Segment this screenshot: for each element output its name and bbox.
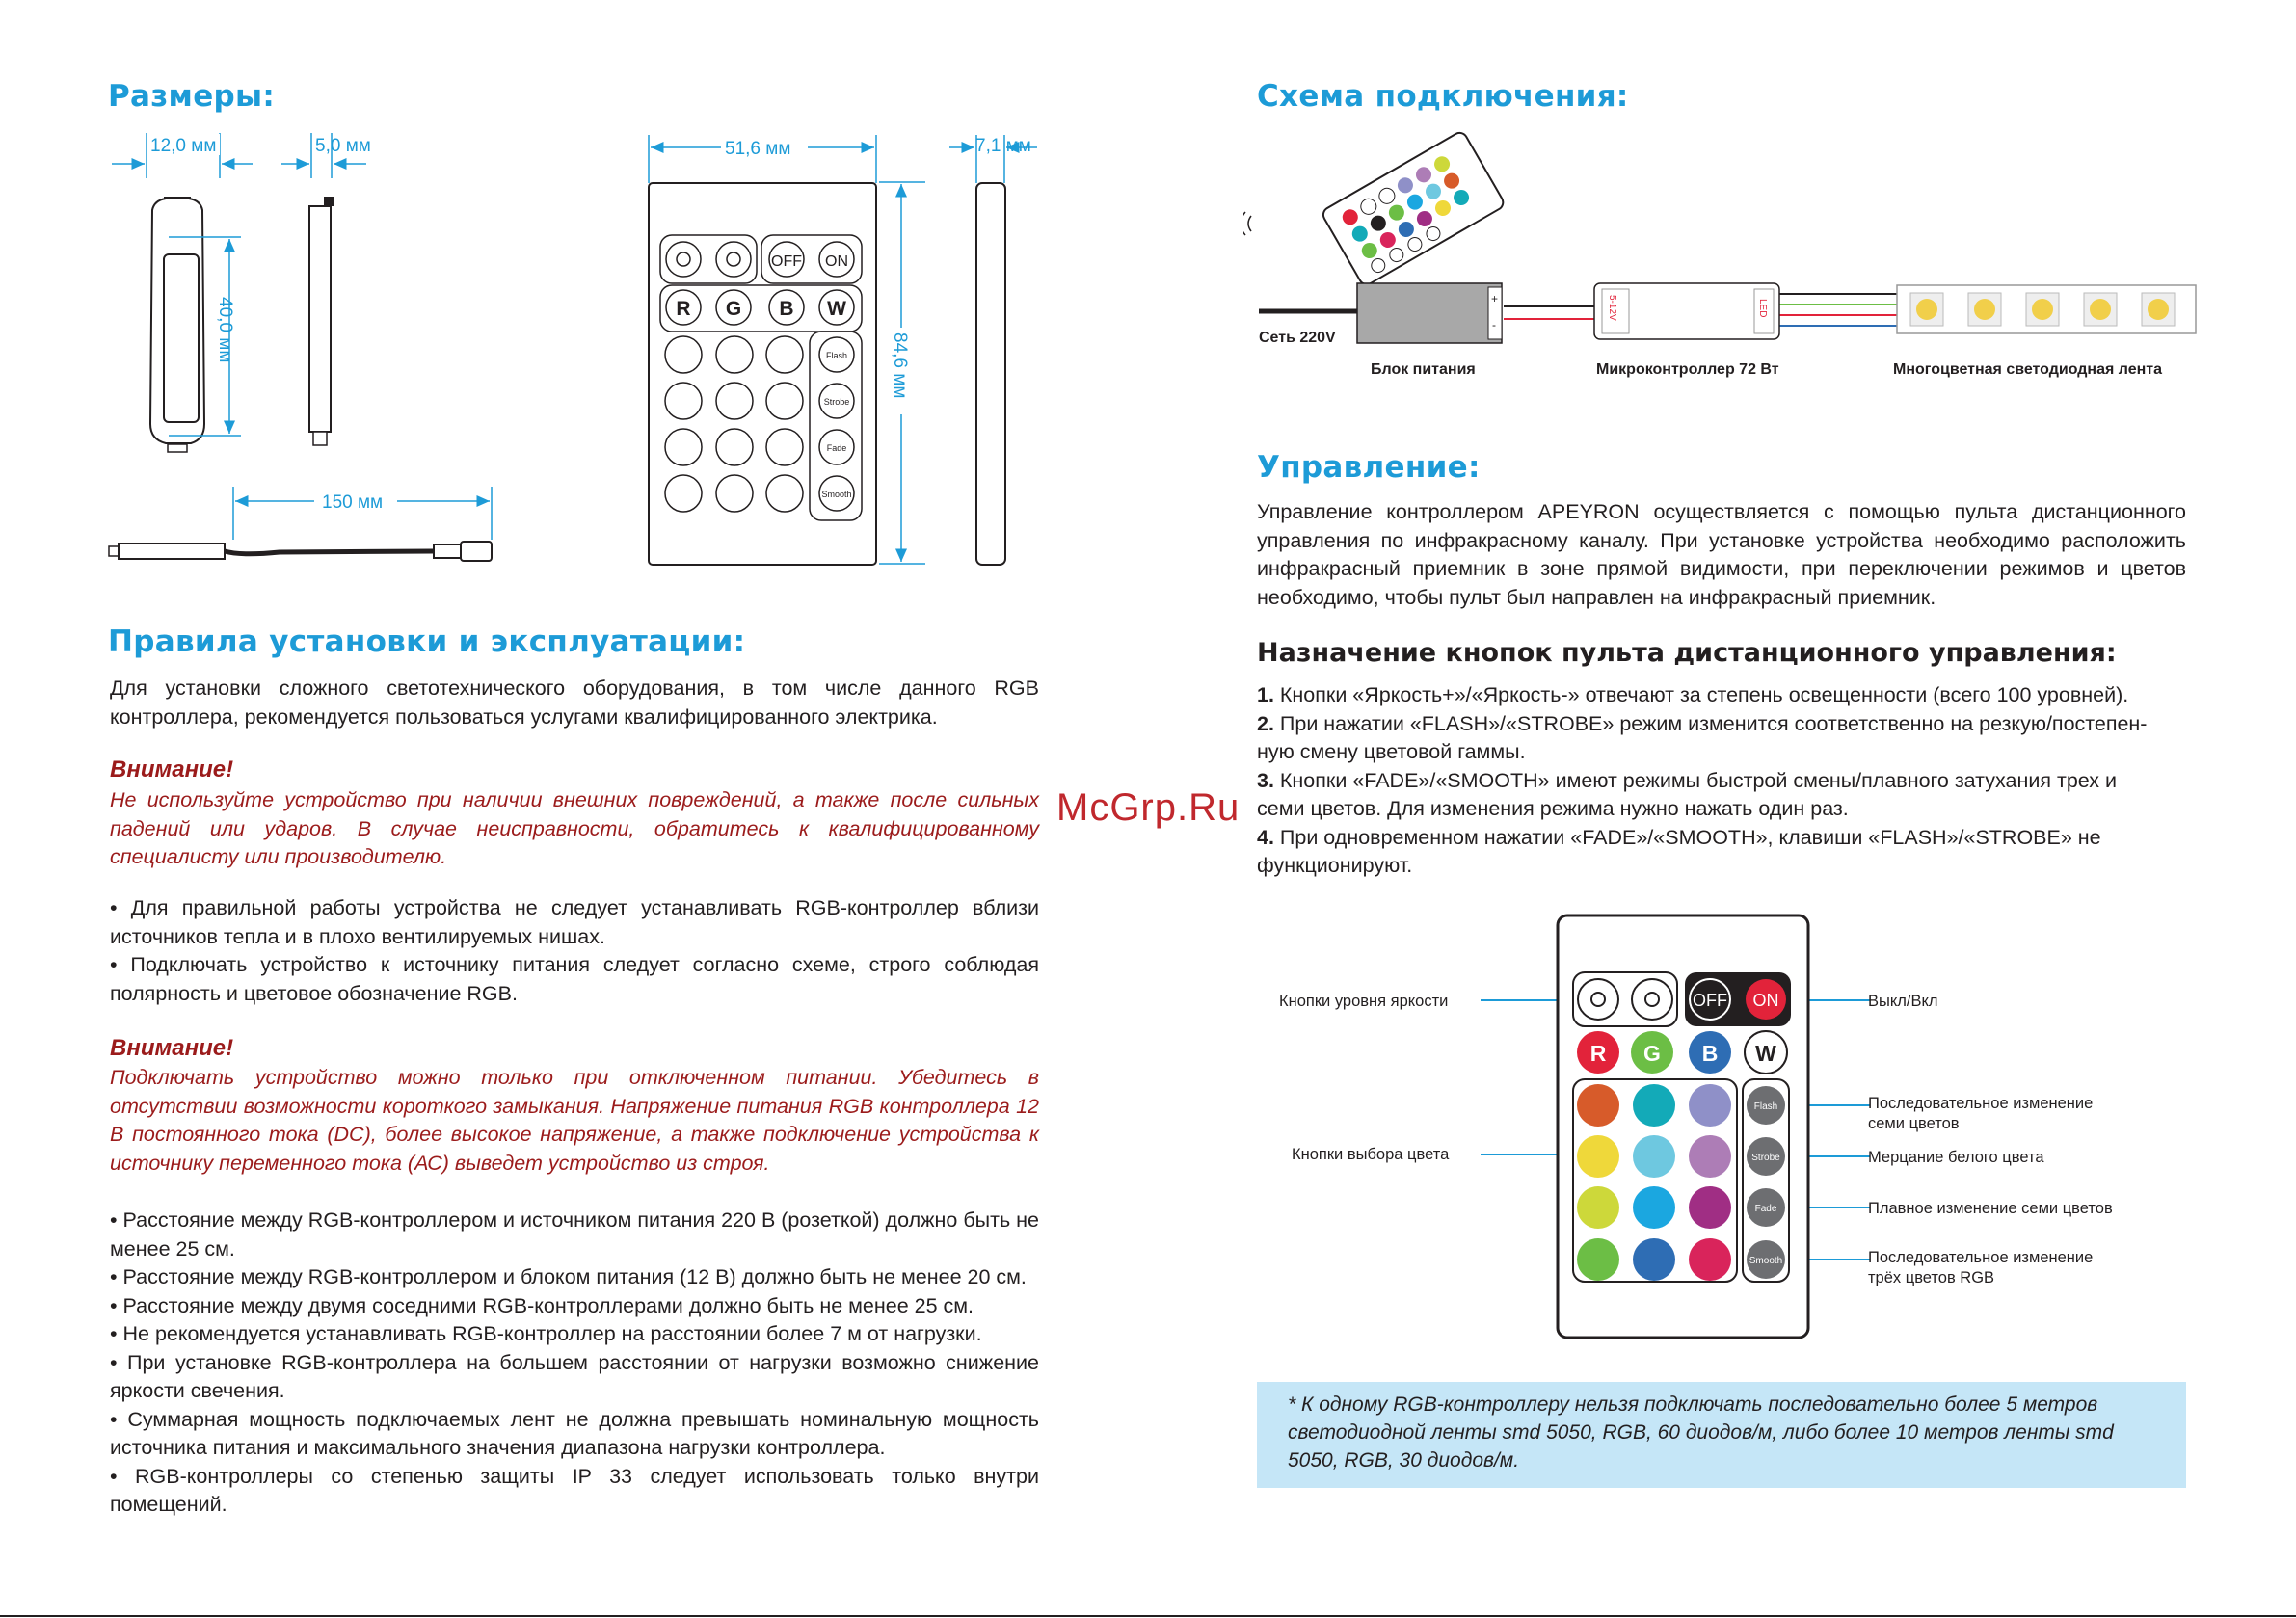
control-text: Управление контроллером APEYRON осуществляется с помощью пульта дистанционного управления по инфракрасному каналу. При установке устройства необходимо расположить инфракрасный приемник в зоне прямой видимости, при переключении режимов и цветов необходимо, чтобы пульт был направлен на инфракрасный приемник.: [1257, 500, 2186, 609]
dimensions-title: Размеры:: [108, 79, 276, 114]
big-fade-label: Fade: [1754, 1204, 1777, 1214]
controller-front-view: [150, 197, 204, 452]
color-button: [1689, 1084, 1731, 1127]
color-button: [1633, 1135, 1675, 1178]
rules-intro: Для установки сложного светотехнического оборудования, в том числе данного RGB контроллера, рекомендуется пользоваться услугами квалифицированного электрика.: [110, 676, 1039, 729]
big-r-label: R: [1589, 1041, 1607, 1066]
color-button: [1577, 1238, 1619, 1281]
scheme-title: Схема подключения:: [1257, 79, 1629, 114]
warning-2-title: Внимание!: [110, 1035, 234, 1061]
controller-side-view: [309, 197, 334, 445]
scheme-remote: [1321, 130, 1506, 287]
warning-1-title: Внимание!: [110, 756, 234, 782]
big-g-label: G: [1643, 1041, 1661, 1066]
dim-label-5mm: 5,0 мм: [315, 136, 371, 156]
color-button: [1633, 1238, 1675, 1281]
color-button: [1577, 1186, 1619, 1229]
bullets-2: [110, 1207, 1039, 1520]
warning-1-text: Не используйте устройство при наличии внешних повреждений, а также после сильных падений или ударов. В случае неисправности, обратитесь к квалифицированному специалисту или производителю.: [110, 788, 1039, 868]
label-fade: Плавное изменение семи цветов: [1868, 1200, 2113, 1217]
bullet-item: • Расстояние между RGB-контроллером и источником питания 220 В (розеткой) должно быть не менее 25 см.: [110, 1208, 1039, 1260]
small-g-label: G: [725, 298, 742, 320]
bottom-rule: [0, 1615, 2296, 1617]
dim-label-7mm: 7,1 мм: [975, 136, 1031, 156]
rules-title: Правила установки и эксплуатации:: [108, 624, 746, 659]
big-on-label: ON: [1752, 991, 1779, 1010]
buttons-list-item: 4. При одновременном нажатии «FADE»/«SMOOTH», клавиши «FLASH»/«STROBE» не функционируют.: [1257, 825, 2101, 877]
color-button: [1577, 1084, 1619, 1127]
connection-scheme: [1243, 96, 2207, 385]
label-smooth: Последовательное изменение трёх цветов RGB: [1868, 1249, 2094, 1286]
small-flash-label: Flash: [825, 351, 848, 360]
bullet-item: • Расстояние между RGB-контроллером и блоком питания (12 В) должно быть не менее 20 см.: [110, 1265, 1027, 1288]
ctrl-voltage: 5-12V: [1607, 295, 1617, 321]
buttons-list-item: 2. При нажатии «FLASH»/«STROBE» режим изменится соответственно на резкую/постепен-ную смену цветовой гаммы.: [1257, 711, 2148, 763]
dim-label-51mm: 51,6 мм: [725, 139, 791, 159]
remote-side-view: [976, 183, 1005, 565]
bullet-item: • RGB-контроллеры со степенью защиты IP 33 следует использовать только внутри помещений.: [110, 1464, 1039, 1516]
small-b-label: B: [779, 298, 794, 320]
small-r-label: R: [676, 298, 691, 320]
control-title: Управление:: [1257, 450, 1481, 485]
small-on-label: ON: [825, 253, 848, 270]
remote-diagram: [1253, 906, 2198, 1349]
color-button: [1633, 1084, 1675, 1127]
bullets-1: [110, 894, 1039, 1008]
controller-label: Микроконтроллер 72 Вт: [1596, 361, 1779, 378]
label-on-off: Выкл/Вкл: [1868, 993, 1938, 1010]
watermark: McGrp.Ru: [1056, 786, 1241, 829]
buttons-title: Назначение кнопок пульта дистанционного управления:: [1257, 638, 2117, 668]
bullet-item: • Суммарная мощность подключаемых лент не должна превышать номинальную мощность источника питания и максимального значения диапазона нагрузки контроллера.: [110, 1407, 1039, 1459]
small-w-label: W: [827, 298, 846, 320]
color-button: [1633, 1186, 1675, 1229]
small-strobe-label: Strobe: [823, 397, 850, 407]
label-strobe: Мерцание белого цвета: [1868, 1149, 2044, 1166]
psu-label: Блок питания: [1371, 361, 1476, 378]
bullet-item: • Подключать устройство к источнику питания следует согласно схеме, строго соблюдая полярность и цветовое обозначение RGB.: [110, 953, 1039, 1005]
ctrl-led: LED: [1757, 299, 1768, 318]
bullet-item: • Не рекомендуется устанавливать RGB-контроллер на расстоянии более 7 м от нагрузки.: [110, 1322, 982, 1345]
cable-drawing: [109, 542, 492, 561]
big-off-label: OFF: [1693, 991, 1727, 1010]
dim-label-150mm: 150 мм: [322, 492, 384, 513]
color-button: [1689, 1135, 1731, 1178]
small-smooth-label: Smooth: [821, 490, 852, 499]
dim-label-84mm: 84,6 мм: [890, 332, 910, 399]
warning-2-text: Подключать устройство можно только при отключенном питании. Убедитесь в отсутствии возможности короткого замыкания. Напряжение питания RGB контроллера 12 В постоянного тока (DC), более высокое напряжение, а также подключение устройства к источнику переменного тока (АС) выведет устройство из строя.: [110, 1066, 1039, 1175]
big-flash-label: Flash: [1753, 1101, 1778, 1112]
buttons-list-item: 1. Кнопки «Яркость+»/«Яркость-» отвечают за степень освещенности (всего 100 уровней).: [1257, 683, 2129, 706]
dim-label-40mm: 40,0 мм: [215, 297, 235, 363]
big-strobe-label: Strobe: [1751, 1153, 1780, 1163]
big-w-label: W: [1755, 1041, 1776, 1066]
label-color-select: Кнопки выбора цвета: [1292, 1146, 1450, 1163]
color-button: [1689, 1186, 1731, 1229]
buttons-list-item: 3. Кнопки «FADE»/«SMOOTH» имеют режимы быстрой смены/плавного затухания трех и семи цветов. Для изменения режима нужно нажать один раз.: [1257, 768, 2117, 820]
mains-label: Сеть 220V: [1259, 330, 1336, 346]
dimensions-drawing: [0, 0, 1157, 597]
bullet-item: • Расстояние между двумя соседними RGB-контроллерами должно быть не менее 25 см.: [110, 1293, 974, 1317]
psu-box: [1357, 283, 1502, 343]
big-b-label: B: [1701, 1041, 1719, 1066]
psu-minus: -: [1492, 318, 1496, 332]
color-button: [1577, 1135, 1619, 1178]
color-button: [1689, 1238, 1731, 1281]
label-flash: Последовательное изменение семи цветов: [1868, 1095, 2094, 1132]
small-off-label: OFF: [771, 253, 802, 270]
buttons-list: [1257, 681, 2163, 881]
small-fade-label: Fade: [826, 443, 847, 453]
label-brightness: Кнопки уровня яркости: [1279, 993, 1449, 1010]
strip-label: Многоцветная светодиодная лента: [1893, 361, 2163, 378]
note-box: [1257, 1382, 2186, 1488]
remote-small-front-view: [649, 183, 876, 565]
note-text: * К одному RGB-контроллеру нельзя подключать последовательно более 5 метров светодиодной ленты smd 5050, RGB, 60 диодов/м, либо более 10 метров ленты smd 5050, RGB, 30 диодов/м.: [1288, 1393, 2114, 1472]
dim-label-12mm: 12,0 мм: [150, 136, 217, 156]
bullet-item: • При установке RGB-контроллера на большем расстоянии от нагрузки возможно снижение яркости свечения.: [110, 1350, 1039, 1402]
bullet-item: • Для правильной работы устройства не следует устанавливать RGB-контроллер вблизи источников тепла и в плохо вентилируемых нишах.: [110, 896, 1039, 948]
big-smooth-label: Smooth: [1749, 1256, 1783, 1266]
psu-plus: +: [1491, 292, 1499, 305]
